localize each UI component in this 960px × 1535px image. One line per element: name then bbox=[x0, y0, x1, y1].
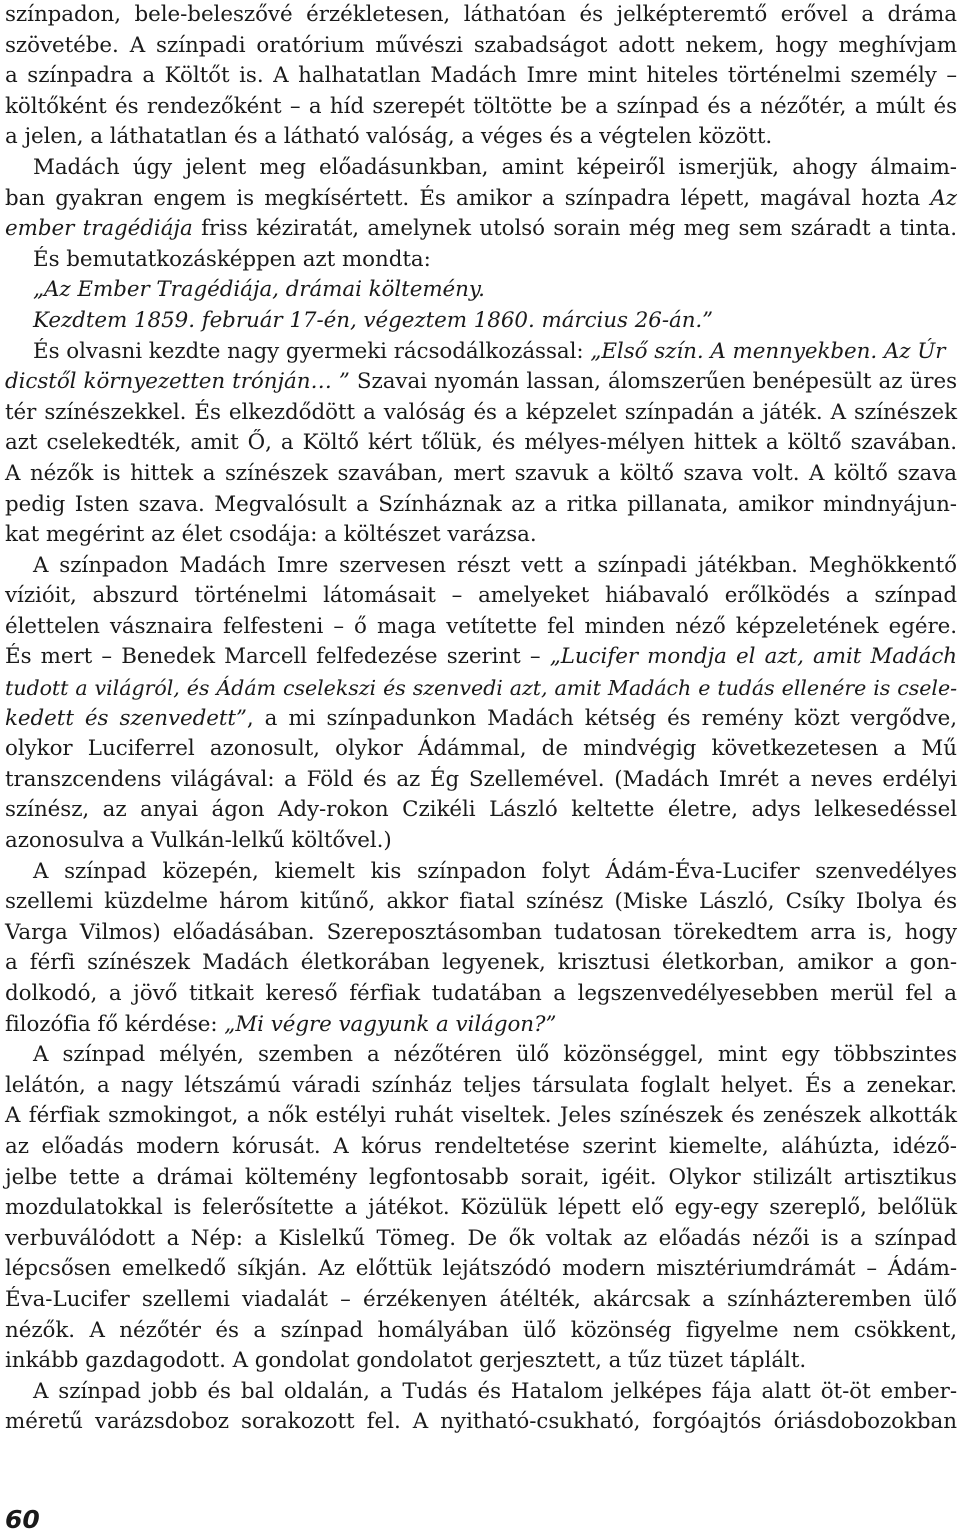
text-segment: A férfiak szmokingot, a nők estélyi ruhát viseltek. Jeles színészek és zenészek alkották bbox=[5, 1103, 957, 1129]
italic-text-segment: „Lucifer mondja el azt, amit Madách bbox=[549, 644, 958, 670]
text-segment: És bemutatkozásképpen azt mondta: bbox=[33, 246, 431, 272]
text-line bbox=[5, 275, 957, 306]
text-segment: A színpadon Madách Imre szervesen részt vett a színpadi játékban. Meghökkentő bbox=[33, 552, 957, 578]
text-line bbox=[5, 153, 957, 184]
body-text bbox=[5, 0, 957, 1438]
text-segment: A színpad közepén, kiemelt kis színpadon folyt Ádám-Éva-Lucifer szenvedélyes bbox=[33, 858, 957, 884]
text-line bbox=[5, 0, 957, 31]
text-segment: szövetébe. A színpadi oratórium művészi szabadságot adott nekem, hogy meghívjam bbox=[5, 32, 957, 58]
text-segment: Éva-Lucifer szellemi viadalát – érzékenyen átélték, akárcsak a színházteremben ülő bbox=[5, 1286, 957, 1312]
text-line bbox=[5, 490, 957, 521]
text-segment: A színpad mélyén, szemben a nézőtéren ülő közönséggel, mint egy többszintes bbox=[33, 1042, 957, 1068]
text-line bbox=[5, 92, 957, 123]
text-line bbox=[5, 184, 957, 215]
text-line bbox=[5, 642, 957, 673]
italic-text-segment: kedett és szenvedett” bbox=[5, 705, 247, 731]
text-line bbox=[5, 581, 957, 612]
text-line bbox=[5, 857, 957, 888]
text-segment: filozófia fő kérdése: bbox=[5, 1011, 225, 1037]
text-segment: azonosulva a Vulkán-lelkű költővel.) bbox=[5, 828, 392, 854]
text-segment: olykor Luciferrel azonosult, olykor Ádámmal, de mindvégig következetesen a Mű bbox=[5, 736, 957, 762]
text-segment: nézők. A nézőtér és a színpad homályában ülő közönség figyelme nem csökkent, bbox=[5, 1317, 957, 1343]
text-line bbox=[5, 1193, 957, 1224]
text-line bbox=[5, 1285, 957, 1316]
text-line bbox=[5, 122, 957, 153]
text-segment: pedig Isten szava. Megvalósult a Színháznak az a ritka pillanata, amikor mindnyájun- bbox=[5, 491, 957, 517]
text-line bbox=[5, 1407, 957, 1438]
text-line bbox=[5, 1132, 957, 1163]
text-line bbox=[5, 337, 957, 368]
text-segment: ban gyakran engem is megkísértett. És amikor a színpadra lépett, magával hozta bbox=[5, 185, 931, 211]
text-segment: dolkodó, a jövő titkait kereső férfiak tudatában a legszenvedélyesebben merül fel a bbox=[5, 981, 957, 1006]
text-segment: a jelen, a láthatatlan és a látható valóság, a véges és a végtelen között. bbox=[5, 124, 773, 150]
text-segment: szellemi küzdelme három kitűnő, akkor fiatal színész (Miske László, Csíky Ibolya és bbox=[5, 889, 957, 915]
text-segment: mozdulatokkal is felerősítette a játékot. Közülük lépett elő egy-egy szereplő, belőlük bbox=[5, 1195, 957, 1221]
italic-text-segment: „Mi végre vagyunk a világon?” bbox=[224, 1011, 557, 1037]
text-line bbox=[5, 1040, 957, 1071]
text-segment: És mert – Benedek Marcell felfedezése szerint – bbox=[5, 644, 550, 670]
text-line bbox=[5, 551, 957, 582]
text-line bbox=[5, 979, 957, 1010]
text-line bbox=[5, 520, 957, 551]
text-line bbox=[5, 765, 957, 796]
italic-text-segment: Az bbox=[930, 185, 957, 211]
text-segment: méretű varázsdoboz sorakozott fel. A nyitható-csukható, forgóajtós óriásdobozokban bbox=[5, 1409, 957, 1435]
text-line bbox=[5, 918, 957, 949]
text-line bbox=[5, 428, 957, 459]
text-line bbox=[5, 459, 957, 490]
text-segment: jelbe tette a drámai költemény legfontosabb sorait, igéit. Olykor stilizált artisztikus bbox=[5, 1164, 957, 1190]
text-segment: színpadon, bele-beleszővé érzékletesen, láthatóan és jelképteremtő erővel a dráma bbox=[5, 2, 957, 27]
text-line bbox=[5, 1010, 957, 1041]
italic-text-segment: „Az Ember Tragédiája, drámai költemény. bbox=[33, 277, 485, 303]
text-segment: színész, az anyai ágon Ady-rokon Czikéli László keltette életre, adys lelkesedéssel bbox=[5, 797, 957, 823]
text-line bbox=[5, 826, 957, 857]
italic-text-segment: Kezdtem 1859. február 17-én, végeztem 1860. március 26-án.” bbox=[33, 307, 714, 333]
text-line bbox=[5, 704, 957, 735]
text-segment: Varga Vilmos) előadásában. Szereposztásomban tudatosan törekedtem arra is, hogy bbox=[5, 919, 957, 945]
text-segment: Szavai nyomán lassan, álomszerűen benépesült az üres bbox=[349, 369, 958, 395]
text-segment: lépcsősen emelkedő síkján. Az előttük lejátszódó modern misztériumdrámát – Ádám- bbox=[5, 1256, 957, 1282]
text-segment: És olvasni kezdte nagy gyermeki rácsodálkozással: bbox=[33, 338, 591, 364]
text-line bbox=[5, 734, 957, 765]
text-segment: transzcendens világával: a Föld és az Ég Szellemével. (Madách Imrét a neves erdélyi bbox=[5, 766, 957, 792]
text-line bbox=[5, 1101, 957, 1132]
text-line bbox=[5, 1377, 957, 1408]
text-line bbox=[5, 245, 957, 276]
text-line bbox=[5, 887, 957, 918]
text-line bbox=[5, 673, 957, 704]
text-segment: , a mi színpadunkon Madách kétség és remény közt vergődve, bbox=[246, 705, 957, 731]
italic-text-segment: dicstől környezetten trónján… ” bbox=[5, 369, 350, 395]
text-segment: élettelen vásznaira felfesteni – ő maga vetítette fel minden néző képzeletének egére. bbox=[5, 613, 957, 639]
italic-text-segment: tudott a világról, és Ádám cselekszi és szenvedi azt, amit Madách e tudás ellenére is csele- bbox=[5, 676, 957, 701]
text-line bbox=[5, 367, 957, 398]
text-line bbox=[5, 612, 957, 643]
text-line bbox=[5, 1163, 957, 1194]
italic-text-segment: ember tragédiája bbox=[5, 216, 193, 242]
text-line bbox=[5, 61, 957, 92]
text-line bbox=[5, 795, 957, 826]
text-segment: friss kéziratát, amelynek utolsó sorain még meg sem száradt a tinta. bbox=[192, 216, 957, 242]
text-segment: A színpad jobb és bal oldalán, a Tudás és Hatalom jelképes fája alatt öt-öt ember- bbox=[33, 1378, 957, 1404]
page-number: 60 bbox=[5, 1505, 40, 1534]
text-segment: Madách úgy jelent meg előadásunkban, amint képeiről ismerjük, ahogy álmaim- bbox=[33, 154, 957, 180]
text-segment: az előadás modern kórusát. A kórus rendeltetése szerint kiemelte, aláhúzta, idéző- bbox=[5, 1133, 957, 1159]
text-segment: tér színészekkel. És elkezdődött a valóság és a képzelet színpadán a játék. A színészek bbox=[5, 399, 957, 425]
text-segment: a színpadra a Költőt is. A halhatatlan Madách Imre mint hiteles történelmi személy – bbox=[5, 63, 957, 89]
text-segment: költőként és rendezőként – a híd szerepét töltötte be a színpad és a nézőtér, a múlt és bbox=[5, 93, 957, 119]
text-line bbox=[5, 1346, 957, 1377]
text-line bbox=[5, 948, 957, 979]
text-line bbox=[5, 1071, 957, 1102]
text-segment: kat megérint az élet csodája: a költészet varázsa. bbox=[5, 522, 537, 548]
text-segment: vízióit, abszurd történelmi látomásait – amelyeket hiábavaló erőlködés a színpad bbox=[5, 583, 957, 609]
italic-text-segment: „Első szín. A mennyekben. Az Úr bbox=[590, 338, 946, 364]
text-line bbox=[5, 398, 957, 429]
text-segment: azt cselekedték, amit Ő, a Költő kért tőlük, és mélyes-mélyen hittek a költő szavában. bbox=[5, 430, 957, 456]
text-segment: inkább gazdagodott. A gondolat gondolatot gerjesztett, a tűz tüzet táplált. bbox=[5, 1348, 807, 1374]
text-segment: lelátón, a nagy létszámú váradi színház teljes társulata foglalt helyet. És a zenekar. bbox=[5, 1072, 957, 1098]
text-segment: a férfi színészek Madách életkorában legyenek, krisztusi életkorban, amikor a gon- bbox=[5, 950, 957, 976]
text-line bbox=[5, 1316, 957, 1347]
text-line bbox=[5, 306, 957, 337]
text-line bbox=[5, 214, 957, 245]
text-segment: verbuválódott a Nép: a Kislelkű Tömeg. De ők voltak az előadás nézői is a színpad bbox=[5, 1225, 957, 1251]
text-line bbox=[5, 1224, 957, 1255]
text-line bbox=[5, 1254, 957, 1285]
text-line bbox=[5, 31, 957, 62]
text-segment: A nézők is hittek a színészek szavában, mert szavuk a költő szava volt. A költő szava bbox=[5, 460, 957, 486]
